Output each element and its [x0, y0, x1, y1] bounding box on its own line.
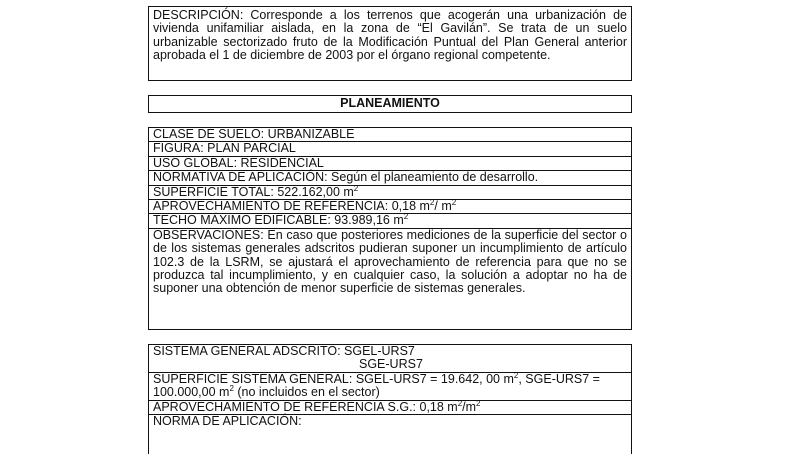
planeamiento-table — [148, 127, 632, 330]
superficie-sg-b: , SGE-URS7 = 100.000,00 m — [153, 371, 600, 400]
techo-row — [149, 213, 631, 227]
adscrito-row — [149, 345, 631, 372]
uso-global-row — [149, 156, 631, 170]
superficie-sg-exponent-1: 2 — [513, 370, 519, 380]
descripcion-text: DESCRIPCIÓN: Corresponde a los terrenos que acogerán una urbanización de vivienda unifamiliar aislada, en la zona de “El Gavilán”. Se trata de un suelo urbanizable sectorizado fruto de la Modificación Puntual del Plan General anterior aprobada el 1 de diciembre de 2003 por el órgano regional competente. — [153, 8, 627, 63]
sistemas-table — [148, 344, 632, 454]
adscrito-line-1: SISTEMA GENERAL ADSCRITO: SGEL-URS7 — [153, 344, 415, 358]
superficie-sg-row — [149, 372, 631, 400]
superficie-total-row — [149, 185, 631, 199]
aprovechamiento: APROVECHAMIENTO DE REFERENCIA: 0,18 m — [153, 199, 430, 214]
normativa-row — [149, 170, 631, 184]
planeamiento-heading — [148, 95, 632, 113]
uso-global: USO GLOBAL: RESIDENCIAL — [153, 155, 324, 170]
observaciones: OBSERVACIONES: En caso que posteriores mediciones de la superficie del sector o de los sistemas generales adscritos pudieran suponer un incumplimiento de artículo 102.3 de la LSRM, se ajustará el aprovechamiento de referencia para que no se produzca tal incumplimiento, y en cualquier caso, la solución a adoptar no ha de suponer una obtención de menor superficie de sistemas generales. — [153, 227, 627, 296]
normativa: NORMATIVA DE APLICACIÓN: Según el planeamiento de desarrollo. — [153, 170, 539, 185]
superficie-sg-exponent-2: 2 — [229, 384, 234, 394]
techo-exponent: 2 — [403, 212, 409, 222]
superficie-sg-a: SUPERFICIE SISTEMA GENERAL: SGEL-URS7 = 19.642, 00 m — [153, 371, 514, 386]
planeamiento-heading-text: PLANEAMIENTO — [340, 96, 440, 110]
aprovechamiento-row — [149, 199, 631, 213]
aprovechamiento-sg-exponent-1: 2 — [457, 398, 463, 408]
aprovechamiento-unit: / m — [434, 199, 452, 214]
aprovechamiento-sg-unit: /m — [462, 399, 477, 414]
aprovechamiento-sg-exponent-2: 2 — [476, 398, 481, 408]
figura: FIGURA: PLAN PARCIAL — [153, 141, 296, 156]
techo-maximo: TECHO MÁXIMO EDIFICABLE: 93.989,16 m — [153, 213, 404, 228]
observaciones-row — [149, 228, 631, 296]
figura-row — [149, 141, 631, 155]
superficie-sg-c: (no incluidos en el sector) — [233, 385, 380, 400]
aprovechamiento-exponent-1: 2 — [429, 197, 435, 207]
clase-suelo: CLASE DE SUELO: URBANIZABLE — [153, 127, 355, 141]
norma-aplicacion: NORMA DE APLICACIÓN: — [153, 414, 302, 429]
norma-row — [149, 414, 631, 428]
adscrito-line-2: SGE-URS7 — [359, 357, 423, 372]
aprovechamiento-sg: APROVECHAMIENTO DE REFERENCIA S.G.: 0,18 m — [153, 399, 458, 414]
descripcion-box — [148, 6, 632, 81]
superficie-total-exponent: 2 — [353, 183, 359, 193]
aprovechamiento-sg-row — [149, 400, 631, 414]
superficie-total: SUPERFICIE TOTAL: 522.162,00 m — [153, 184, 354, 199]
clase-suelo-row — [149, 128, 631, 141]
aprovechamiento-exponent-2: 2 — [451, 197, 457, 207]
